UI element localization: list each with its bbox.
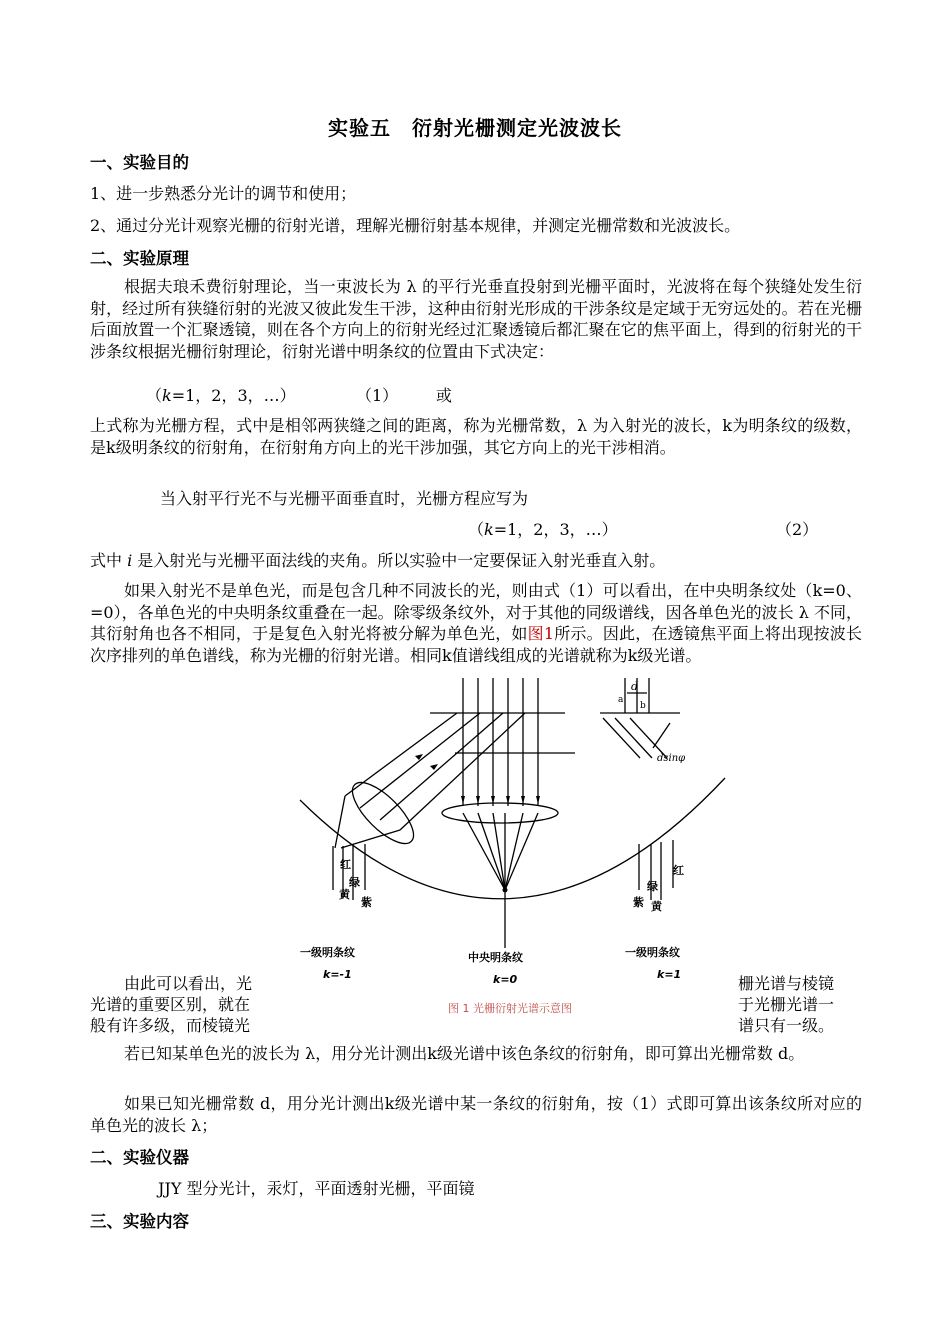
principle-paragraph-2: 上式称为光栅方程，式中是相邻两狭缝之间的距离，称为光栅常数，λ 为入射光的波长，k为明条纹的级数，是k级明条纹的衍射角，在衍射角方向上的光干涉加强，其它方向上的光干涉相消。 <box>90 416 862 457</box>
wrap-left-line-2: 光谱的重要区别，就在 <box>90 995 251 1014</box>
label-central: 中央明条纹 <box>468 951 523 964</box>
equation-2-number: （2） <box>776 520 819 539</box>
label-k-1: k=1 <box>657 968 682 981</box>
section-heading-contents: 三、实验内容 <box>90 1212 189 1231</box>
section-heading-principle: 二、实验原理 <box>90 249 189 268</box>
wrap-right-line-2: 于光栅光谱一 <box>738 995 835 1014</box>
right-color-2: 绿 <box>647 880 658 893</box>
left-color-1: 红 <box>340 858 351 871</box>
grating-diagram <box>285 678 735 1028</box>
purpose-item-2: 2、通过分光计观察光栅的衍射光谱，理解光栅衍射基本规律，并测定光栅常数和光波波长。 <box>90 216 741 235</box>
principle-paragraph-5 <box>90 580 862 666</box>
eq1-open: （ <box>146 386 163 405</box>
para4-pre: 式中 <box>90 551 128 570</box>
equation-1 <box>146 383 296 406</box>
equation-1-number: （1） <box>356 386 399 405</box>
para4-i: i <box>127 551 133 570</box>
inset-a-label: a <box>618 695 624 705</box>
eq2-k: k <box>484 520 494 539</box>
purpose-item-1: 1、进一步熟悉分光计的调节和使用； <box>90 184 357 203</box>
principle-paragraph-3: 当入射平行光不与光栅平面垂直时，光栅方程应写为 <box>160 489 529 508</box>
right-color-3: 黄 <box>651 900 662 913</box>
principle-paragraph-6: 若已知某单色光的波长为 λ，用分光计测出k级光谱中该色条纹的衍射角，即可算出光栅常数 d。 <box>124 1044 805 1063</box>
inset-b-label: b <box>640 701 646 711</box>
page-title: 实验五 衍射光栅测定光波波长 <box>328 116 622 140</box>
equation-1-or: 或 <box>436 386 453 405</box>
para4-post: 是入射光与光栅平面法线的夹角。所以实验中一定要保证入射光垂直入射。 <box>132 551 666 570</box>
inset-d-label: d <box>631 680 639 693</box>
equation-2 <box>468 517 618 540</box>
section-heading-apparatus: 二、实验仪器 <box>90 1148 189 1167</box>
apparatus-list: JJY 型分光计，汞灯，平面透射光栅，平面镜 <box>158 1179 475 1198</box>
label-k-0: k=0 <box>493 973 518 986</box>
eq1-k: k <box>162 386 172 405</box>
label-right-order: 一级明条纹 <box>625 946 680 959</box>
wrap-right-line-3: 谱只有一级。 <box>738 1016 835 1035</box>
para5-text-a: 如果入射光不是单色光，而是包含几种不同波长的光，则由式（1）可以看出，在中央明条纹处（k=0、=0），各单色光的中央明条纹重叠在一起。除零级条纹外，对于其他的同级谱线，因各单色光的波长 λ 不同，其衍射角也各不相同，于是复色入射光将被分解为单色光，如 <box>90 581 862 643</box>
principle-paragraph-7: 如果已知光栅常数 d，用分光计测出k级光谱中某一条纹的衍射角，按（1）式即可算出该条纹所对应的单色光的波长 λ； <box>90 1094 862 1135</box>
figure-1-link[interactable]: 图1 <box>527 624 555 643</box>
wrap-left-line-1: 由此可以看出，光 <box>124 974 253 993</box>
wrap-left-line-3: 般有许多级，而棱镜光 <box>90 1016 251 1035</box>
right-color-1: 紫 <box>633 896 644 909</box>
left-color-3: 黄 <box>339 888 350 901</box>
eq1-values: =1，2，3，…） <box>171 386 296 405</box>
right-color-4: 红 <box>673 864 684 877</box>
section-heading-purpose: 一、实验目的 <box>90 153 189 172</box>
left-color-4: 紫 <box>361 896 372 909</box>
para5-text-b: 所示。因此，在透镜焦平面上将出现按波长次序排列的单色谱线，称为光栅的衍射光谱。相同k值谱线组成的光谱就称为k级光谱。 <box>90 624 862 665</box>
principle-paragraph-1: 根据夫琅禾费衍射理论，当一束波长为 λ 的平行光垂直投射到光栅平面时，光波将在每个狭缝处发生衍射，经过所有狭缝衍射的光波又彼此发生干涉，这种由衍射光形成的干涉条纹是定域于无穷远处的。若在光栅后面放置一个汇聚透镜，则在各个方向上的衍射光经过汇聚透镜后都汇聚在它的焦平面上，得到的衍射光的干涉条纹根据光栅衍射理论，衍射光谱中明条纹的位置由下式决定： <box>90 277 862 361</box>
left-color-2: 绿 <box>349 876 360 889</box>
label-k-minus1: k=-1 <box>323 968 352 981</box>
label-left-order: 一级明条纹 <box>300 946 355 959</box>
figure-caption: 图 1 光栅衍射光谱示意图 <box>448 1002 572 1015</box>
eq2-open: （ <box>468 520 485 539</box>
inset-dsin-label: dsinφ <box>657 753 686 764</box>
wrap-right-line-1: 栅光谱与棱镜 <box>738 974 835 993</box>
principle-paragraph-4 <box>90 548 665 571</box>
eq2-values: =1，2，3，…） <box>493 520 618 539</box>
